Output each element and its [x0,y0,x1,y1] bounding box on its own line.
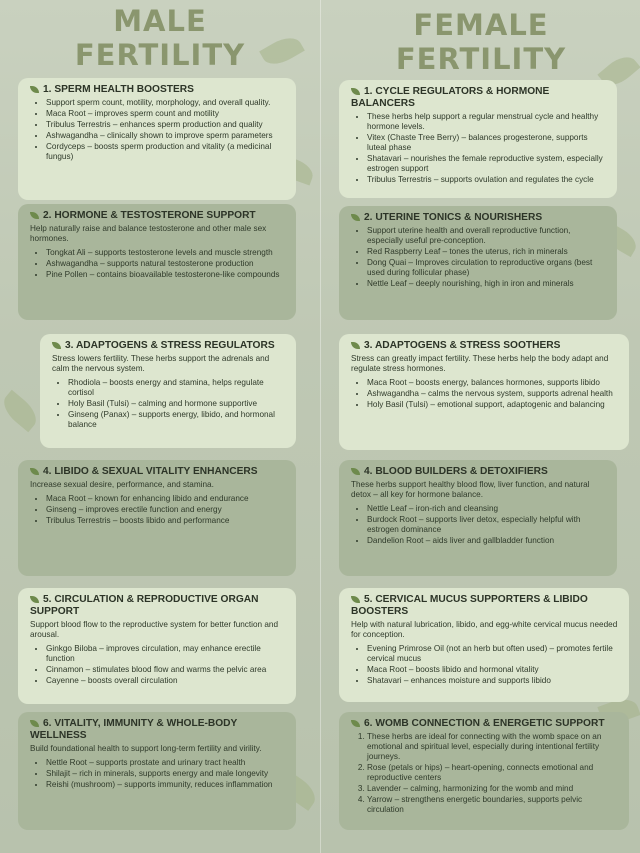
male-section-2-title: 2. HORMONE & TESTOSTERONE SUPPORT [30,210,286,222]
list-item: • Maca Root – boosts energy, balances hormones, supports libido [367,378,619,388]
list-item: • Tribulus Terrestris – supports ovulation and regulates the cycle [367,175,607,185]
list-item: • Ginseng – improves erectile function and energy [46,505,286,515]
male-section-4-list [30,494,286,526]
list-item: • Ashwagandha – supports natural testosterone production [46,259,286,269]
male-section-4 [18,460,296,576]
list-item: • Maca Root – known for enhancing libido and endurance [46,494,286,504]
male-title-line1: MALE [113,4,207,38]
male-section-3 [40,334,296,448]
list-item: • Maca Root – boosts libido and hormonal vitality [367,665,619,675]
female-title-line2: FERTILITY [395,42,567,76]
leaf-icon [30,596,39,603]
list-item: • Tongkat Ali – supports testosterone levels and muscle strength [46,248,286,258]
list-item: • Tribulus Terrestris – enhances sperm production and quality [46,120,286,130]
male-section-4-intro: Increase sexual desire, performance, and stamina. [30,480,214,489]
list-item: • Pine Pollen – contains bioavailable testosterone-like compounds [46,270,286,280]
female-section-3-intro: Stress can greatly impact fertility. These herbs help the body adapt and regulate stress hormones. [351,354,609,373]
female-section-4 [339,460,617,576]
female-section-1-title: 1. CYCLE REGULATORS & HORMONE BALANCERS [351,86,550,109]
list-item: • Evening Primrose Oil (not an herb but often used) – promotes fertile cervical mucus [367,644,619,664]
list-item: • Nettle Root – supports prostate and urinary tract health [46,758,286,768]
leaf-icon [351,720,360,727]
list-item: • Shatavari – enhances moisture and supports libido [367,676,619,686]
list-item: • Tribulus Terrestris – boosts libido and performance [46,516,286,526]
female-section-6 [339,712,629,830]
list-item: • Maca Root – improves sperm count and motility [46,109,286,119]
female-title [321,8,640,76]
list-item: • Ashwagandha – clinically shown to improve sperm parameters [46,131,286,141]
female-section-4-list [351,504,607,546]
male-section-5-intro: Support blood flow to the reproductive system for better function and arousal. [30,620,279,639]
male-section-1-title: 1. SPERM HEALTH BOOSTERS [30,84,286,96]
female-section-5 [339,588,629,702]
list-item: • Dandelion Root – aids liver and gallbladder function [367,536,607,546]
leaf-icon [30,720,39,727]
male-section-5 [18,588,296,704]
list-item: • Reishi (mushroom) – supports immunity, reduces inflammation [46,780,286,790]
list-item: • Ginkgo Biloba – improves circulation, may enhance erectile function [46,644,286,664]
list-item: • Dong Quai – Improves circulation to reproductive organs (best used during follicular phase) [367,258,607,278]
female-section-5-list [351,644,619,686]
female-title-line1: FEMALE [413,8,549,42]
leaf-icon [351,596,360,603]
list-item: • Support uterine health and overall reproductive function, especially useful pre-conception. [367,226,607,246]
list-item: • Shilajit – rich in minerals, supports energy and male longevity [46,769,286,779]
male-section-3-title: 3. ADAPTOGENS & STRESS REGULATORS [52,340,286,352]
male-section-3-intro: Stress lowers fertility. These herbs support the adrenals and calm the nervous system. [52,354,270,373]
list-item: • Red Raspberry Leaf – tones the uterus, rich in minerals [367,247,607,257]
male-section-6 [18,712,296,830]
male-section-6-intro: Build foundational health to support long-term fertility and virility. [30,744,262,753]
female-section-3-list [351,378,619,410]
list-item: • Nettle Leaf – deeply nourishing, high in iron and minerals [367,279,607,289]
leaf-icon [30,86,39,93]
male-section-2-intro: Help naturally raise and balance testosterone and other male sex hormones. [30,224,267,243]
list-item: • Ashwagandha – calms the nervous system, supports adrenal health [367,389,619,399]
male-section-6-list [30,758,286,790]
female-section-2 [339,206,617,320]
female-section-2-list [351,226,607,289]
male-section-1-list [30,98,286,162]
list-item: • Cinnamon – stimulates blood flow and warms the pelvic area [46,665,286,675]
list-item: • Burdock Root – supports liver detox, especially helpful with estrogen dominance [367,515,607,535]
list-item: 4. Yarrow – strengthens energetic boundaries, supports pelvic circulation [367,795,619,815]
male-section-1 [18,78,296,200]
female-section-5-intro: Help with natural lubrication, libido, and egg-white cervical mucus needed for conception. [351,620,618,639]
leaf-icon [30,212,39,219]
leaf-icon [351,88,360,95]
leaf-icon [30,468,39,475]
leaf-icon [52,342,61,349]
male-title [0,4,320,72]
male-section-5-list [30,644,286,686]
female-section-1 [339,80,617,198]
female-section-5-title: 5. CERVICAL MUCUS SUPPORTERS & LIBIDO BOOSTERS [351,594,588,617]
list-item: • Cordyceps – boosts sperm production and vitality (a medicinal fungus) [46,142,286,162]
list-item: • Cayenne – boosts overall circulation [46,676,286,686]
female-section-2-title: 2. UTERINE TONICS & NOURISHERS [351,212,607,224]
list-item: 1. These herbs are ideal for connecting with the womb space on an emotional and spiritual level, especially during intentional fertility journeys. [367,732,619,762]
male-title-line2: FERTILITY [74,38,246,72]
female-section-3-title: 3. ADAPTOGENS & STRESS SOOTHERS [351,340,619,352]
female-section-6-title: 6. WOMB CONNECTION & ENERGETIC SUPPORT [351,718,619,730]
male-section-2 [18,204,296,320]
list-item: • Holy Basil (Tulsi) – emotional support, adaptogenic and balancing [367,400,619,410]
leaf-icon [351,214,360,221]
male-section-4-title: 4. LIBIDO & SEXUAL VITALITY ENHANCERS [30,466,286,478]
female-section-4-title: 4. BLOOD BUILDERS & DETOXIFIERS [351,466,607,478]
male-section-5-title: 5. CIRCULATION & REPRODUCTIVE ORGAN SUPPORT [30,594,259,617]
leaf-icon [351,342,360,349]
female-section-1-list [351,112,607,185]
male-section-2-list [30,248,286,280]
list-item: 2. Rose (petals or hips) – heart-opening, connects emotional and reproductive centers [367,763,619,783]
female-section-3 [339,334,629,450]
list-item: • These herbs help support a regular menstrual cycle and healthy hormone levels. [367,112,607,132]
list-item: • Support sperm count, motility, morphology, and overall quality. [46,98,286,108]
list-item: • Shatavari – nourishes the female reproductive system, especially estrogen support [367,154,607,174]
list-item: • Vitex (Chaste Tree Berry) – balances progesterone, supports luteal phase [367,133,607,153]
list-item: 3. Lavender – calming, harmonizing for the womb and mind [367,784,619,794]
male-section-3-list [52,378,286,430]
female-section-6-list [351,732,619,815]
leaf-icon [351,468,360,475]
list-item: • Holy Basil (Tulsi) – calming and hormone supportive [68,399,286,409]
male-section-6-title: 6. VITALITY, IMMUNITY & WHOLE-BODY WELLNESS [30,718,238,741]
list-item: • Ginseng (Panax) – supports energy, libido, and hormonal balance [68,410,286,430]
list-item: • Rhodiola – boosts energy and stamina, helps regulate cortisol [68,378,286,398]
list-item: • Nettle Leaf – iron-rich and cleansing [367,504,607,514]
female-section-4-intro: These herbs support healthy blood flow, liver function, and natural detox – all key for hormone balance. [351,480,590,499]
female-column [320,0,640,853]
